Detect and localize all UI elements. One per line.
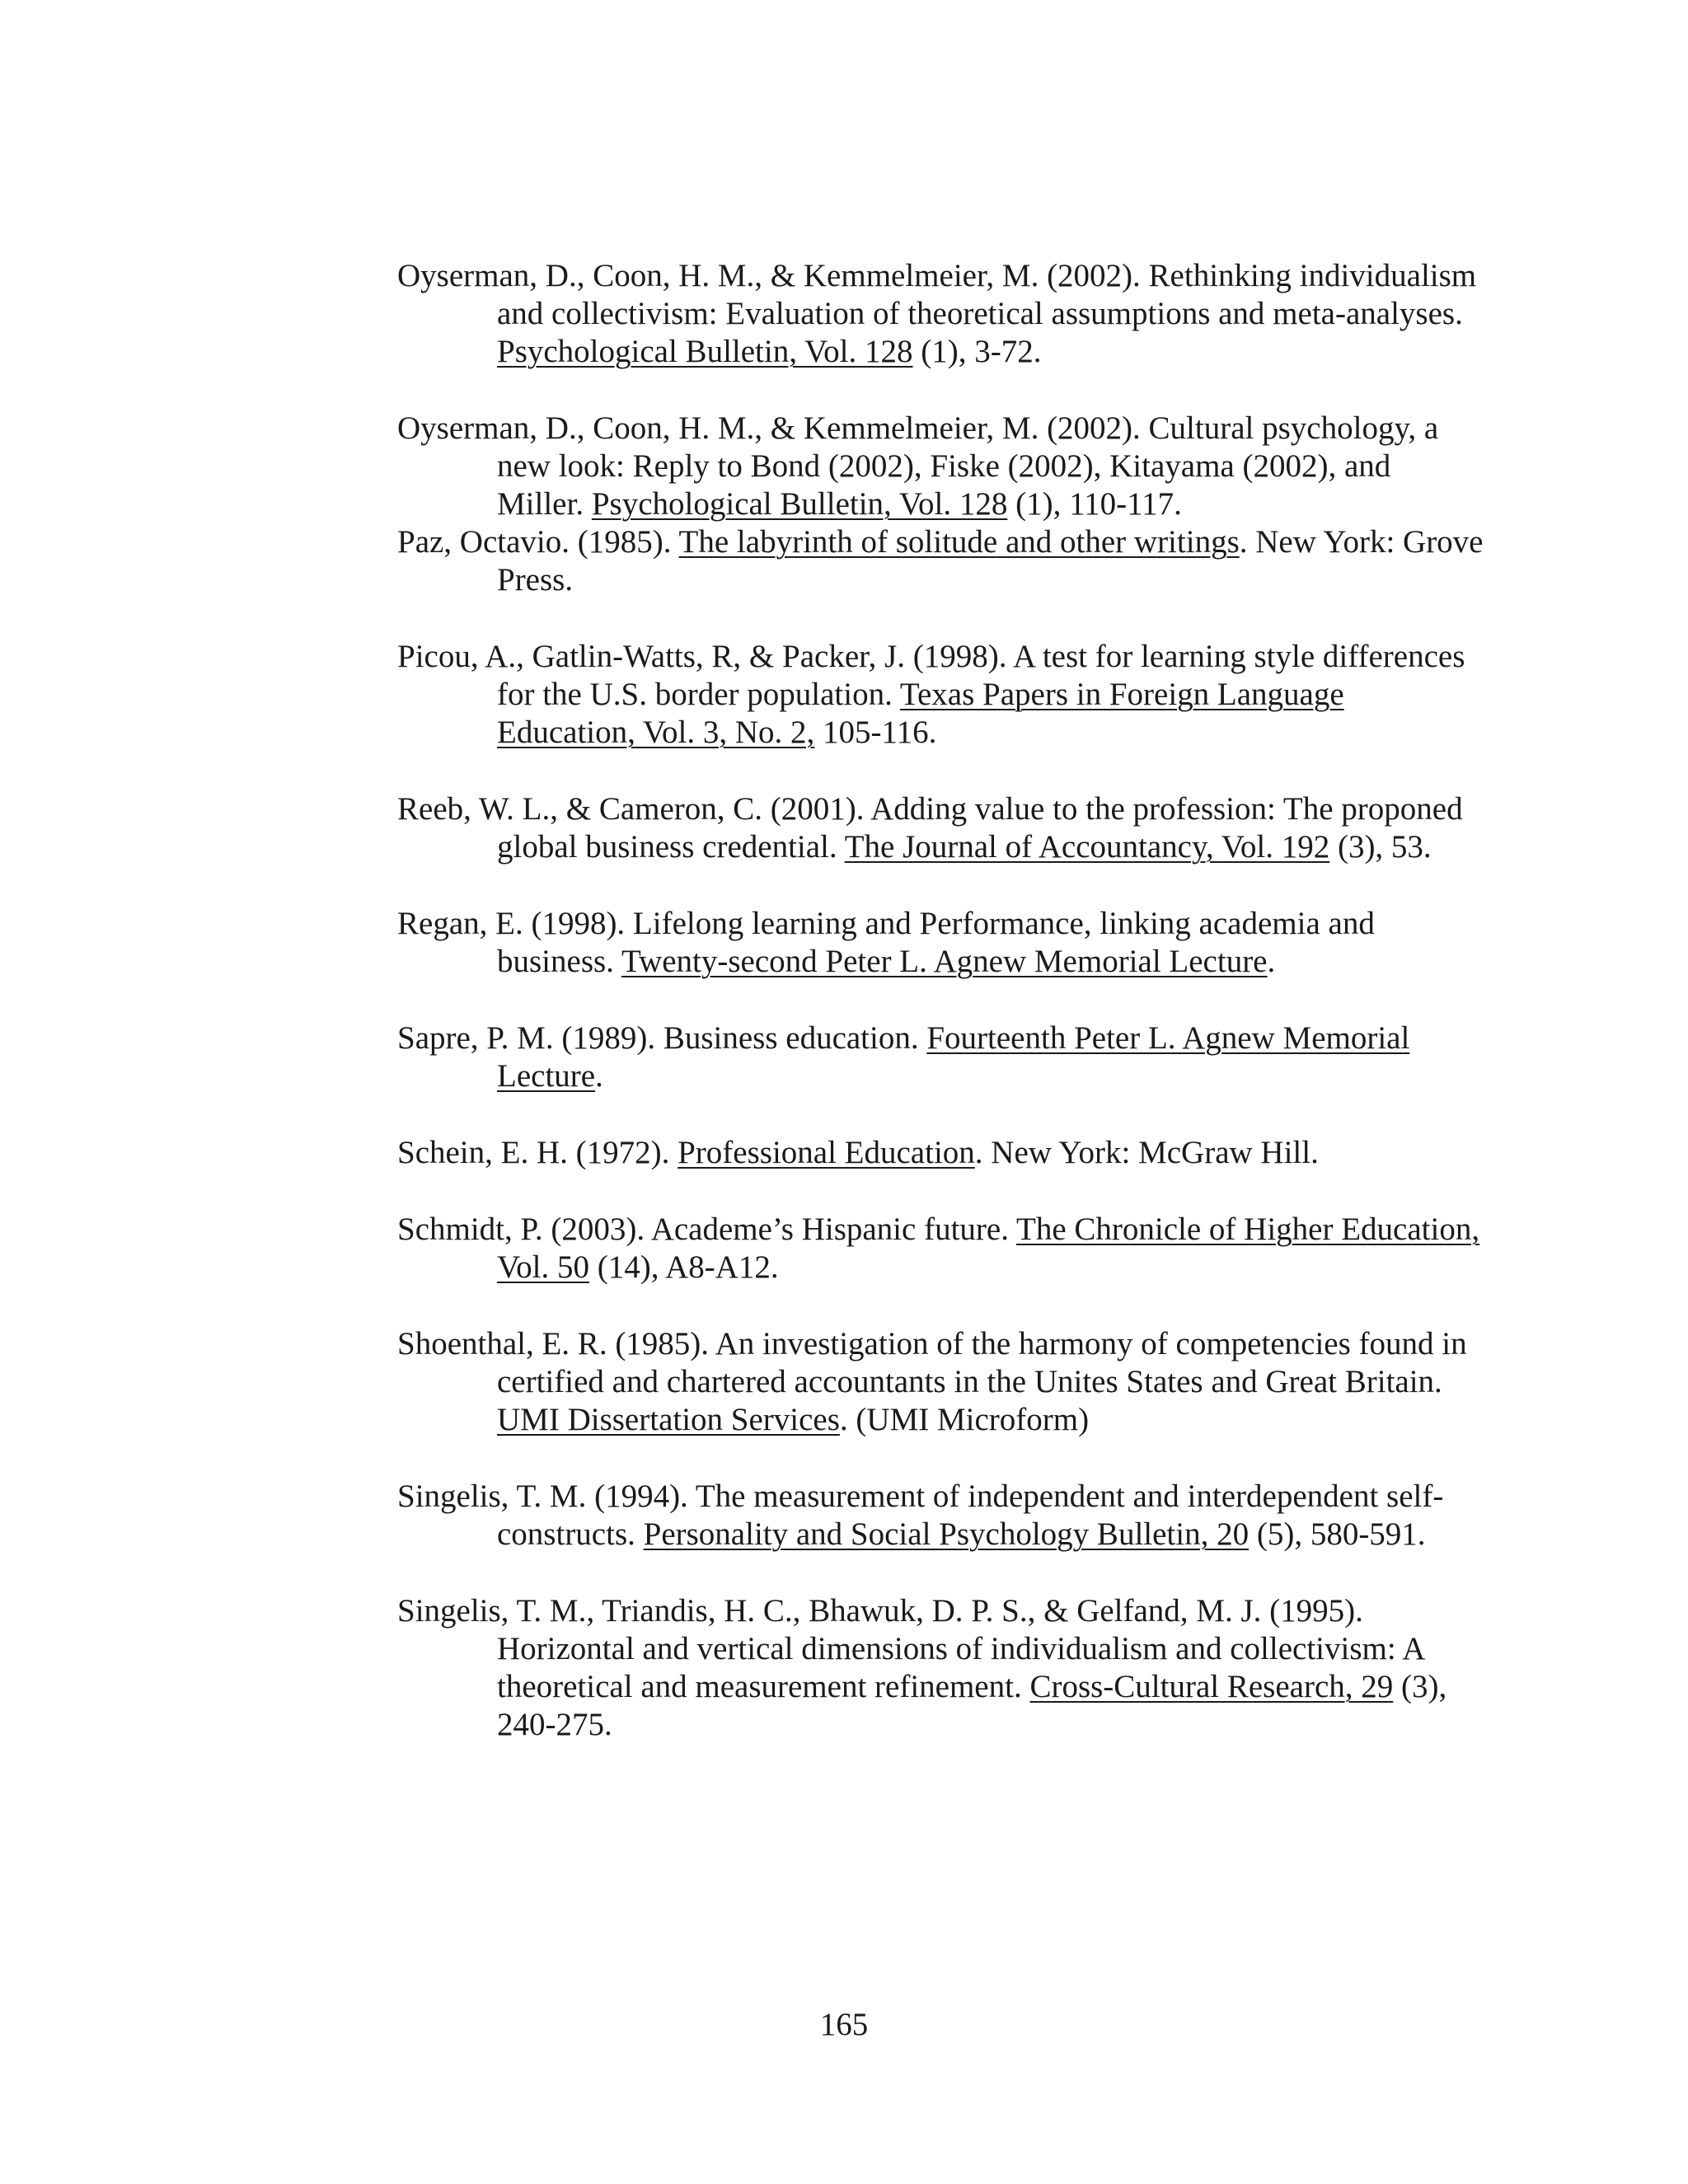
reference-source-title: Fourteenth Peter L. Agnew Memorial Lecture: [497, 1020, 1410, 1094]
reference-details: . (UMI Microform): [839, 1402, 1090, 1437]
reference-details: (1), 110-117.: [1007, 486, 1182, 522]
reference-list: [397, 257, 1485, 1744]
reference-details: .: [595, 1058, 603, 1094]
reference-entry: [397, 1325, 1485, 1439]
reference-authors: Paz, Octavio. (1985).: [397, 524, 679, 560]
reference-entry: [397, 1478, 1485, 1554]
reference-details: . New York: McGraw Hill.: [974, 1135, 1319, 1170]
reference-authors: Schein, E. H. (1972).: [397, 1135, 678, 1170]
reference-authors: Singelis, T. M. (1994). The measurement of independent and interdependent self-constructs.: [397, 1479, 1444, 1552]
reference-source-title: UMI Dissertation Services: [497, 1402, 840, 1437]
reference-source-title: The Chronicle of Higher Education, Vol. 50: [497, 1212, 1480, 1285]
reference-source-title: Cross-Cultural Research, 29: [1029, 1669, 1394, 1704]
reference-source-title: Professional Education: [678, 1135, 975, 1170]
reference-details: (14), A8-A12.: [588, 1249, 779, 1285]
reference-entry: [397, 638, 1485, 752]
reference-details: (5), 580-591.: [1249, 1516, 1426, 1552]
reference-authors: Regan, E. (1998). Lifelong learning and Performance, linking academia and business.: [397, 906, 1375, 979]
reference-source-title: The Journal of Accountancy, Vol. 192: [844, 829, 1330, 865]
reference-authors: Schmidt, P. (2003). Academe’s Hispanic future.: [397, 1212, 1016, 1247]
reference-authors: Oyserman, D., Coon, H. M., & Kemmelmeier, M. (2002). Cultural psychology, a new look: Reply to Bond (2002), Fiske (2002), Kitayama (2002), and Miller.: [397, 410, 1439, 522]
reference-details: (3), 53.: [1329, 829, 1432, 865]
reference-entry: [397, 905, 1485, 981]
reference-authors: Singelis, T. M., Triandis, H. C., Bhawuk, D. P. S., & Gelfand, M. J. (1995). Horizontal and vertical dimensions of individualism and collectivism: A theoretical and measurement refinement.: [397, 1593, 1424, 1704]
reference-source-title: Twenty-second Peter L. Agnew Memorial Lecture: [621, 944, 1268, 979]
reference-source-title: The labyrinth of solitude and other writings: [678, 524, 1240, 560]
reference-source-title: Personality and Social Psychology Bulletin, 20: [643, 1516, 1250, 1552]
reference-details: . New York: Grove Press.: [497, 524, 1484, 598]
reference-entry: [397, 1211, 1485, 1286]
reference-entry: [397, 1134, 1485, 1172]
reference-details: (1), 3-72.: [912, 334, 1042, 369]
reference-authors: Oyserman, D., Coon, H. M., & Kemmelmeier, M. (2002). Rethinking individualism and collectivism: Evaluation of theoretical assumptions and meta-analyses.: [397, 258, 1477, 331]
reference-source-title: Psychological Bulletin, Vol. 128: [497, 334, 913, 369]
reference-details: (3), 240-275.: [497, 1669, 1447, 1742]
reference-authors: Shoenthal, E. R. (1985). An investigation of the harmony of competencies found in certified and chartered accountants in the Unites States and Great Britain.: [397, 1326, 1467, 1399]
reference-entry: [397, 410, 1485, 523]
reference-authors: Picou, A., Gatlin-Watts, R, & Packer, J. (1998). A test for learning style differences for the U.S. border population.: [397, 639, 1465, 712]
reference-entry: [397, 790, 1485, 866]
reference-authors: Reeb, W. L., & Cameron, C. (2001). Adding value to the profession: The proponed global business credential.: [397, 791, 1463, 865]
reference-entry: [397, 523, 1485, 599]
reference-entry: [397, 257, 1485, 371]
reference-details: .: [1267, 944, 1276, 979]
reference-source-title: Texas Papers in Foreign Language Education, Vol. 3, No. 2,: [497, 677, 1344, 750]
reference-authors: Sapre, P. M. (1989). Business education.: [397, 1020, 927, 1056]
reference-details: 105-116.: [814, 715, 937, 750]
reference-entry: [397, 1592, 1485, 1744]
reference-source-title: Psychological Bulletin, Vol. 128: [591, 486, 1008, 522]
page-number: 165: [819, 2007, 869, 2042]
reference-entry: [397, 1019, 1485, 1095]
